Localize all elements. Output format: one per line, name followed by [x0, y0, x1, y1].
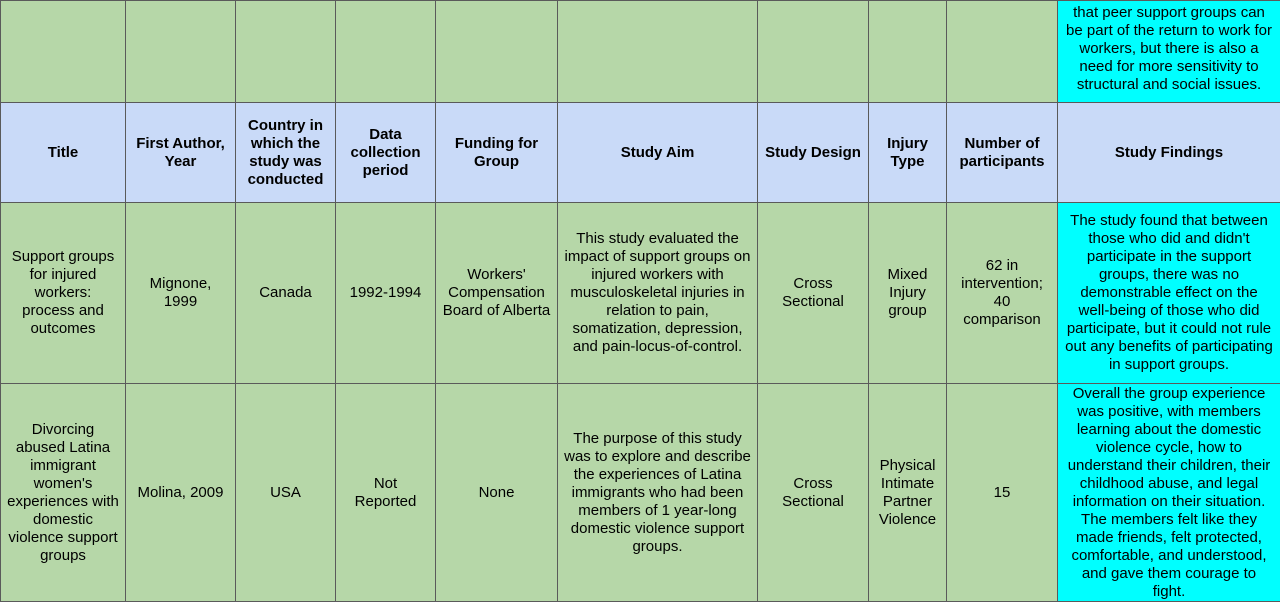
cell-author-year: Molina, 2009: [126, 384, 236, 602]
header-title: Title: [1, 103, 126, 203]
cell-findings: The study found that between those who did and didn't participate in the support groups, there was no demonstrable effect on the well-being of those who did participate, but it could not rule out any benefits of participating in support groups.: [1058, 203, 1280, 384]
cell-funding: None: [436, 384, 558, 602]
cell-injury: Mixed Injury group: [869, 203, 947, 384]
table-row: [1, 384, 1280, 602]
header-participants: Number of participants: [947, 103, 1058, 203]
header-country: Country in which the study was conducted: [236, 103, 336, 203]
header-design: Study Design: [758, 103, 869, 203]
cell-empty: [947, 1, 1058, 103]
header-author-year: First Author, Year: [126, 103, 236, 203]
cell-funding: Workers' Compensation Board of Alberta: [436, 203, 558, 384]
cell-empty: [126, 1, 236, 103]
cell-empty: [558, 1, 758, 103]
header-row: [1, 103, 1280, 203]
cell-empty: [236, 1, 336, 103]
header-injury: Injury Type: [869, 103, 947, 203]
cell-participants: 62 in intervention; 40 comparison: [947, 203, 1058, 384]
cell-design: Cross Sectional: [758, 203, 869, 384]
cell-country: Canada: [236, 203, 336, 384]
cell-empty: [1, 1, 126, 103]
cell-empty: [336, 1, 436, 103]
cell-title: Divorcing abused Latina immigrant women's experiences with domestic violence support groups: [1, 384, 126, 602]
cell-title: Support groups for injured workers: process and outcomes: [1, 203, 126, 384]
cell-period: 1992-1994: [336, 203, 436, 384]
cell-participants: 15: [947, 384, 1058, 602]
table-row: [1, 203, 1280, 384]
cell-design: Cross Sectional: [758, 384, 869, 602]
cell-author-year: Mignone, 1999: [126, 203, 236, 384]
header-funding: Funding for Group: [436, 103, 558, 203]
cell-findings-partial: that peer support groups can be part of the return to work for workers, but there is also a need for more sensitivity to structural and social issues.: [1058, 1, 1280, 103]
cell-empty: [436, 1, 558, 103]
cell-empty: [758, 1, 869, 103]
header-period: Data collection period: [336, 103, 436, 203]
cell-aim: The purpose of this study was to explore and describe the experiences of Latina immigrants who had been members of 1 year-long domestic violence support groups.: [558, 384, 758, 602]
cell-country: USA: [236, 384, 336, 602]
partial-top-row: [1, 1, 1280, 103]
cell-empty: [869, 1, 947, 103]
cell-aim: This study evaluated the impact of support groups on injured workers with musculoskeletal injuries in relation to pain, somatization, depression, and pain-locus-of-control.: [558, 203, 758, 384]
cell-injury: Physical Intimate Partner Violence: [869, 384, 947, 602]
cell-findings: Overall the group experience was positive, with members learning about the domestic violence cycle, how to understand their children, their childhood abuse, and legal information on their situation. The members felt like they made friends, felt protected, comfortable, and understood, and gave them courage to fight.: [1058, 384, 1280, 602]
header-findings: Study Findings: [1058, 103, 1280, 203]
header-aim: Study Aim: [558, 103, 758, 203]
cell-period: Not Reported: [336, 384, 436, 602]
